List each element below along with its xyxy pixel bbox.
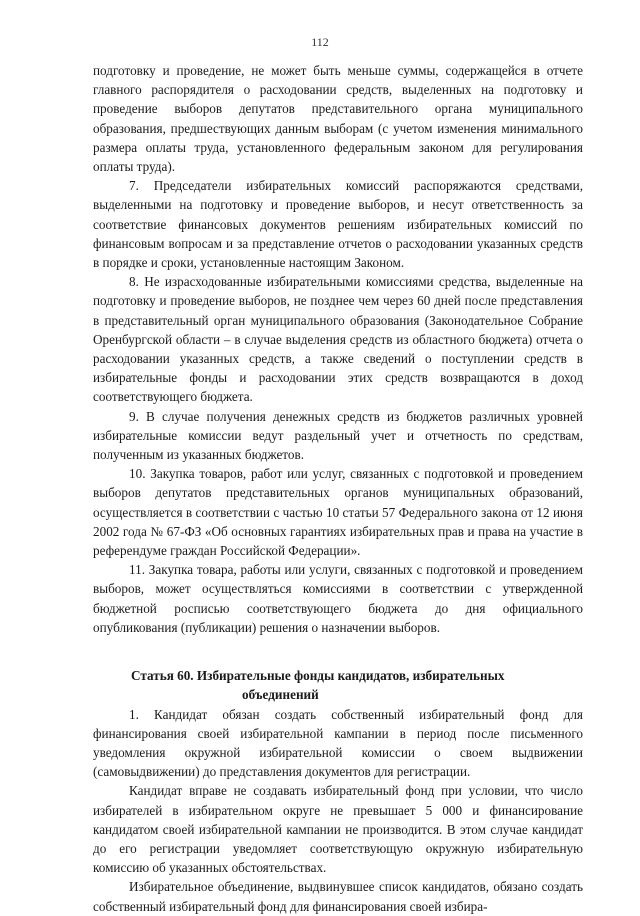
article-heading — [93, 666, 583, 704]
paragraph-continuation: подготовку и проведение, не может быть меньше суммы, содержащейся в отчете главного распорядителя о расходовании средств, выделенных на подготовку и проведение выборов депутатов представительного органа муниципального образования, предшествующих данным выборам (с учетом изменения минимального размера оплаты труда, установленного федеральным законом для регулирования оплаты труда). — [93, 63, 583, 175]
paragraph-item-9: 9. В случае получения денежных средств из бюджетов различных уровней избирательные комиссии ведут раздельный учет и отчетность по средствам, полученным из указанных бюджетов. — [93, 408, 583, 463]
paragraph-article-party: Избирательное объединение, выдвинувшее список кандидатов, обязано создать собственный избирательный фонд для финансирования своей избира- — [93, 879, 583, 914]
paragraph-item-8: 8. Не израсходованные избирательными комиссиями средства, выделенные на подготовку и проведение выборов, не позднее чем через 60 дней после представления в представительный орган муниципального образования (Законодательное Собрание Оренбургской области – в случае выделения средств из областного бюджета) отчета о расходовании указанных средств, а также сведений о поступлении средств в избирательные фонды и расходовании этих средств возвращаются в доход соответствующего бюджета. — [93, 274, 583, 405]
paragraph-article-exception: Кандидат вправе не создавать избирательный фонд при условии, что число избирателей в избирательном округе не превышает 5 000 и финансирование кандидатом своей избирательной кампании не производится. В этом случае кандидат до его регистрации уведомляет соответствующую окружную избирательную комиссию об указанных обстоятельствах. — [93, 783, 583, 876]
paragraph-item-7: 7. Председатели избирательных комиссий распоряжаются средствами, выделенными на подготовку и проведение выборов, и несут ответственность за соответствие финансовых документов решениям избирательных комиссий по финансовым вопросам и за представление отчетов о расходовании указанных средств в порядке и сроки, установленные настоящим Законом. — [93, 178, 583, 271]
page-body — [93, 61, 583, 916]
paragraph-article-item-1: 1. Кандидат обязан создать собственный избирательный фонд для финансирования своей избирательной кампании в период после письменного уведомления окружной избирательной комиссии о своем выдвижении (самовыдвижении) до представления документов для регистрации. — [93, 706, 583, 780]
article-heading-line-1: Статья 60. Избирательные фонды кандидатов, избирательных — [131, 668, 505, 684]
article-heading-line-2: объединений — [242, 687, 319, 703]
paragraph-item-11: 11. Закупка товара, работы или услуги, связанных с подготовкой и проведением выборов, может осуществляться комиссиями в соответствии с утвержденной бюджетной росписью соответствующего бюджета до дня официального опубликования (публикации) решения о назначении выборов. — [93, 562, 583, 635]
page-number: 112 — [311, 35, 329, 49]
paragraph-item-10: 10. Закупка товаров, работ или услуг, связанных с подготовкой и проведением выборов депутатов представительных органов муниципальных образований, осуществляется в соответствии с частью 10 статьи 57 Федерального закона от 12 июня 2002 года № 67-ФЗ «Об основных гарантиях избирательных прав и права на участие в референдуме граждан Российской Федерации». — [93, 466, 583, 559]
